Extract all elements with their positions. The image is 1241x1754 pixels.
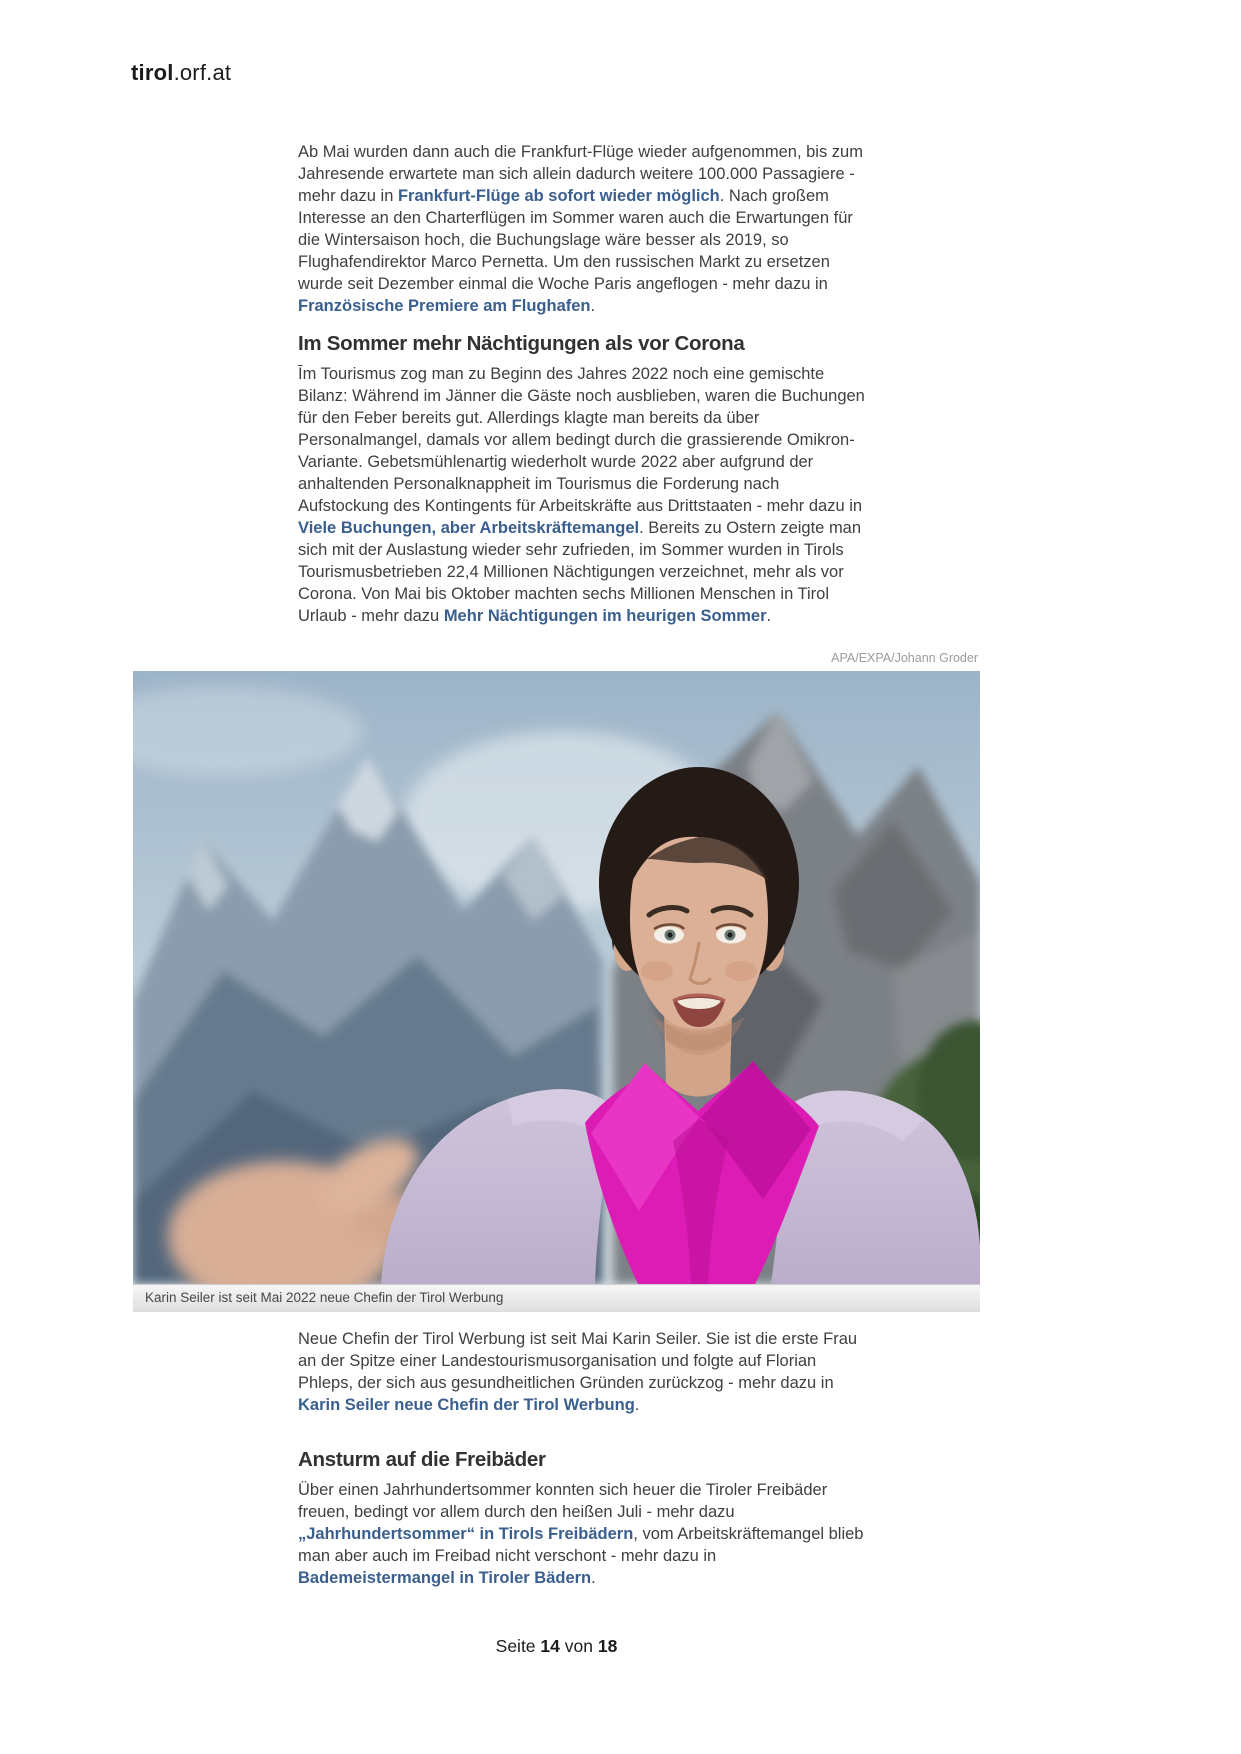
page-footer xyxy=(133,1636,980,1657)
article-link[interactable]: Karin Seiler neue Chefin der Tirol Werbung xyxy=(298,1396,635,1414)
article-text-run: . xyxy=(591,1569,596,1587)
section-heading-naechtigungen: Im Sommer mehr Nächtigungen als vor Corona xyxy=(298,332,745,355)
article-body-top xyxy=(298,141,870,627)
photo-illustration xyxy=(133,671,980,1284)
article-text-run: . xyxy=(766,607,772,625)
footer-page-current: 14 xyxy=(540,1636,560,1656)
site-logo-rest: .orf.at xyxy=(173,60,232,85)
paragraph-frankfurt-fluege xyxy=(298,141,870,317)
site-logo-bold: tirol xyxy=(131,60,174,85)
footer-label-seite: Seite xyxy=(495,1636,536,1656)
footer-page-total: 18 xyxy=(597,1636,618,1656)
article-link[interactable]: Mehr Nächtigungen im heurigen Sommer xyxy=(443,607,767,625)
article-text-run: Ab Mai wurden dann auch die Frankfurt-Flüge wieder aufgenommen, bis zum Jahresende erwartete man sich allein dadurch weitere 100.000 Passagiere - mehr dazu in xyxy=(298,143,863,205)
article-link[interactable]: Viele Buchungen, aber Arbeitskräftemangel xyxy=(298,519,640,537)
article-text-run: , vom Arbeitskräftemangel blieb man aber auch im Freibad nicht verschont - mehr dazu in xyxy=(298,1525,864,1565)
article-link[interactable]: Bademeistermangel in Tiroler Bädern xyxy=(298,1569,592,1587)
article-text-run: Īm Tourismus zog man zu Beginn des Jahres 2022 noch eine gemischte Bilanz: Während im Jänner die Gäste noch ausblieben, waren die Buchungen für den Feber bereits gut. Allerdings klagte man bereits da über Personalmangel, damals vor allem bedingt durch die grassierende Omikron-Variante. Gebetsmühlenartig wiederholt wurde 2022 aber aufgrund der anhaltenden Personalknappheit im Tourismus die Forderung nach Aufstockung des Kontingents für Arbeitskräfte aus Drittstaaten - mehr dazu in xyxy=(298,365,865,515)
paragraph-tourismus-bilanz xyxy=(298,363,870,627)
article-text-run: Über einen Jahrhundertsommer konnten sich heuer die Tiroler Freibäder freuen, bedingt vor allem durch den heißen Juli - mehr dazu xyxy=(298,1481,828,1521)
photo-credit: APA/EXPA/Johann Groder xyxy=(831,651,978,665)
article-text-run: . Nach großem Interesse an den Charterflügen im Sommer waren auch die Erwartungen für die Wintersaison hoch, die Buchungslage wäre besser als 2019, so Flughafendirektor Marco Pernetta. Um den russischen Markt zu ersetzen wurde seit Dezember einmal die Woche Paris angeflogen - mehr dazu in xyxy=(298,187,853,293)
photo-caption: Karin Seiler ist seit Mai 2022 neue Chefin der Tirol Werbung xyxy=(133,1284,980,1312)
footer-label-von: von xyxy=(564,1636,593,1656)
article-text-run: . xyxy=(590,297,596,315)
section-heading-freibaeder: Ansturm auf die Freibäder xyxy=(298,1448,546,1471)
article-body-bottom xyxy=(298,1328,870,1589)
article-link[interactable]: „Jahrhundertsommer“ in Tirols Freibädern xyxy=(298,1525,634,1543)
site-logo xyxy=(131,60,231,86)
article-link[interactable]: Frankfurt-Flüge ab sofort wieder möglich xyxy=(397,187,720,205)
paragraph-freibaeder xyxy=(298,1479,870,1589)
paragraph-karin-seiler xyxy=(298,1328,870,1416)
article-text-run: Neue Chefin der Tirol Werbung ist seit Mai Karin Seiler. Sie ist die erste Frau an der Spitze einer Landestourismusorganisation und folgte auf Florian Phleps, der sich aus gesundheitlichen Gründen zurückzog - mehr dazu in xyxy=(298,1330,858,1392)
karin-seiler-photo xyxy=(133,671,980,1312)
article-link[interactable]: Französische Premiere am Flughafen xyxy=(298,297,591,315)
article-text-run: . Bereits zu Ostern zeigte man sich mit der Auslastung wieder sehr zufrieden, im Sommer wurden in Tirols Tourismusbetrieben 22,4 Millionen Nächtigungen verzeichnet, mehr als vor Corona. Von Mai bis Oktober machten sechs Millionen Menschen in Tirol Urlaub - mehr dazu xyxy=(298,519,862,625)
article-text-run: . xyxy=(634,1396,640,1414)
